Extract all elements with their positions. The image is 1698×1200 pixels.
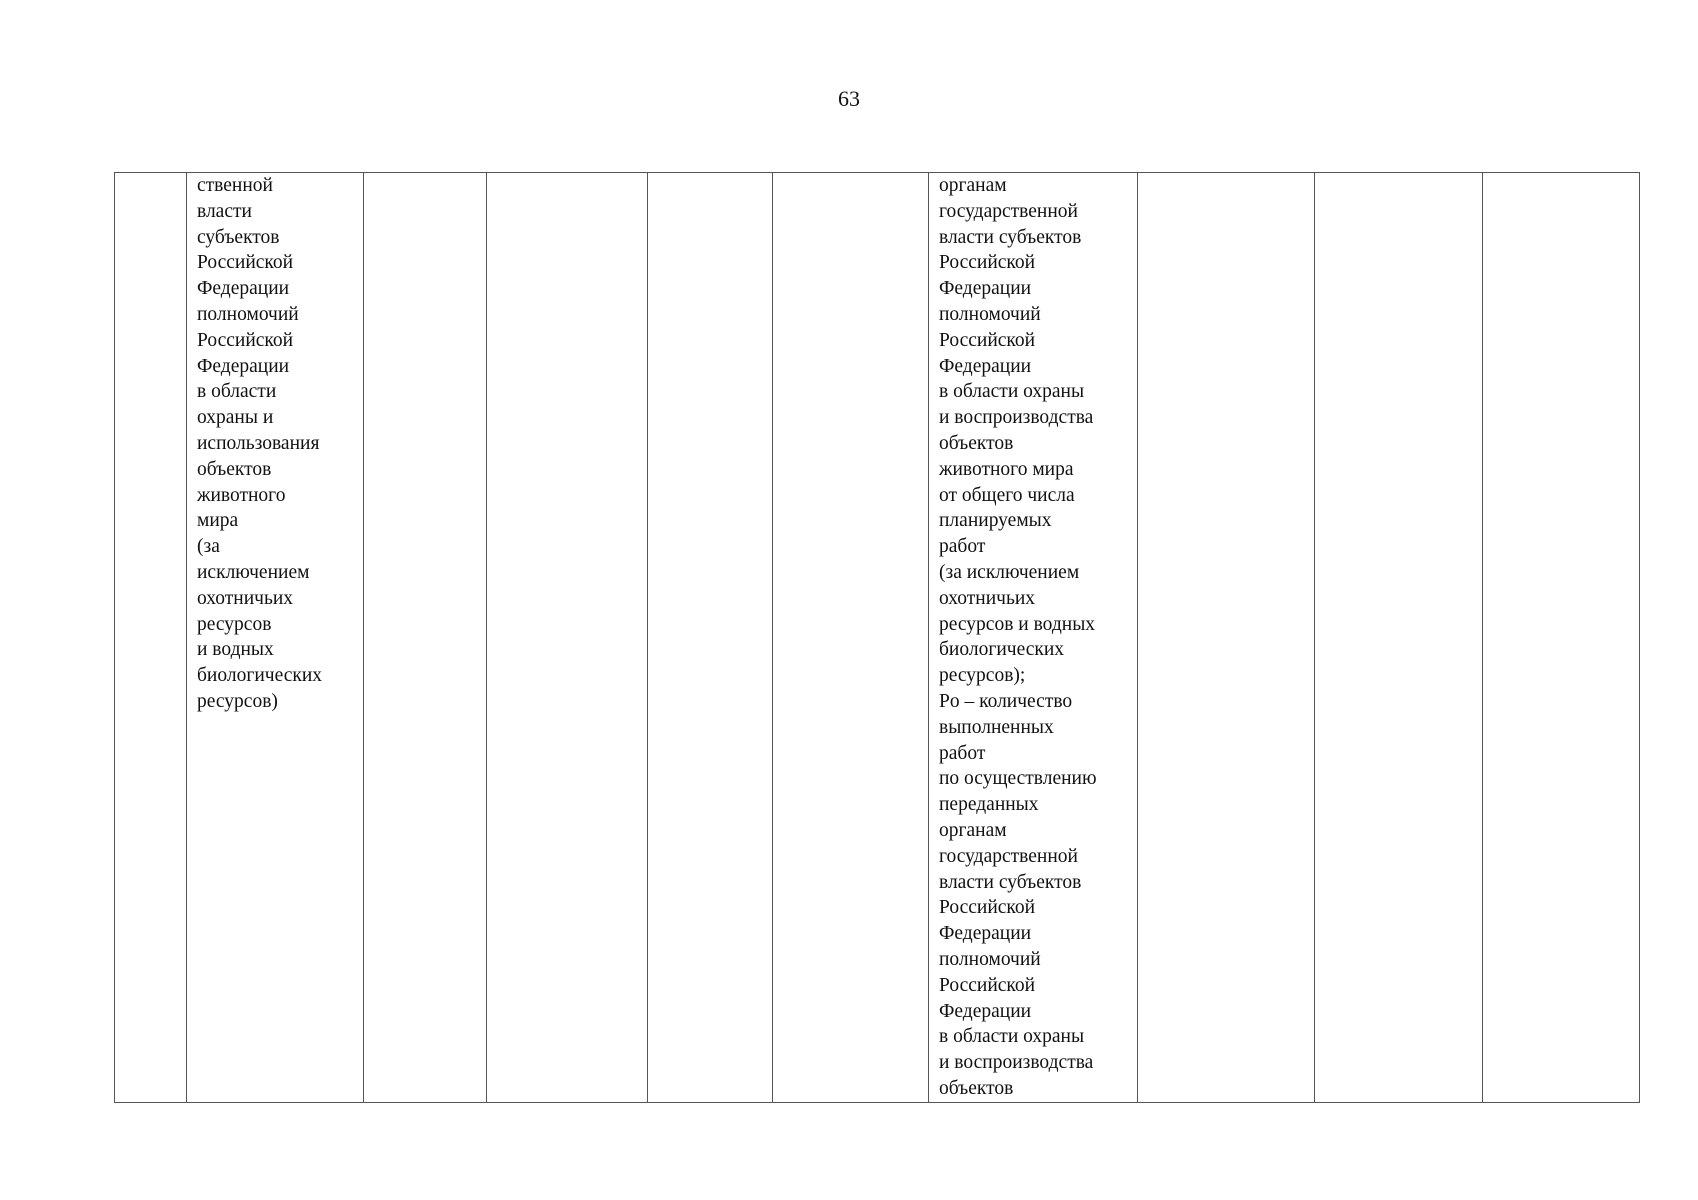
- table-cell-col9: [1315, 173, 1483, 1103]
- table-cell-col8: [1138, 173, 1315, 1103]
- table-cell-col4: [487, 173, 648, 1103]
- document-table: [114, 172, 1640, 1103]
- table-cell-col7: органам государственной власти субъектов Российской Федерации полномочий Российской Федерации в области охраны и воспроизводства объектов животного мира от общего числа планируемых работ (за исключением охотничьих ресурсов и водных биологических ресурсов); Po – количество выполненных работ по осуществлению переданных органам государственной власти субъектов Российской Федерации полномочий Российской Федерации в области охраны и воспроизводства объектов: [929, 173, 1138, 1103]
- page-number: 63: [838, 86, 860, 111]
- table-cell-col6: [773, 173, 929, 1103]
- table-row: [115, 173, 1640, 1103]
- table-cell-col2: ственной власти субъектов Российской Федерации полномочий Российской Федерации в области охраны и использования объектов животного мира (за исключением охотничьих ресурсов и водных биологических ресурсов): [187, 173, 364, 1103]
- table-cell-col3: [364, 173, 487, 1103]
- table-cell-col1: [115, 173, 187, 1103]
- table-cell-col5: [648, 173, 773, 1103]
- table-cell-col10: [1483, 173, 1640, 1103]
